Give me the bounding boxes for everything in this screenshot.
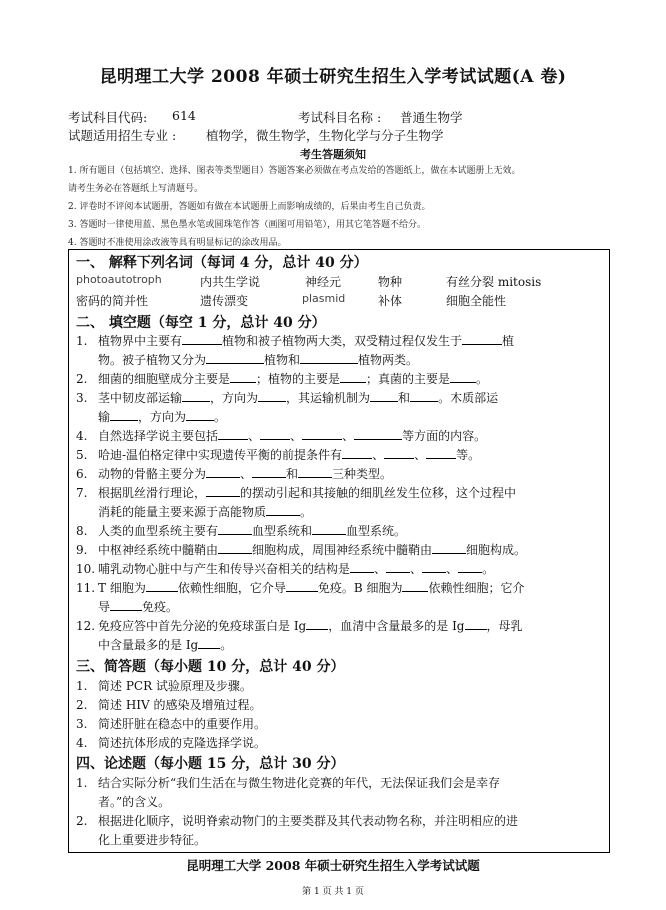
- term: plasmid: [302, 292, 346, 305]
- answer-blank: [198, 636, 220, 649]
- answer-blank: [146, 579, 178, 592]
- fill-question-4: 4. 自然选择学说主要包括 、 、 、 等方面的内容。: [76, 429, 487, 443]
- answer-blank: [465, 617, 487, 630]
- answer-blank: [218, 522, 252, 535]
- answer-blank: [266, 503, 300, 516]
- answer-blank: [350, 560, 374, 573]
- answer-blank: [110, 408, 138, 421]
- fill-question-2: 2. 细菌的细胞壁成分主要是 ；植物的主要是 ；真菌的主要是 。: [76, 372, 489, 386]
- short-question: 1. 简述 PCR 试验原理及步骤。: [76, 679, 252, 693]
- answer-blank: [182, 389, 210, 402]
- major-label: 试题适用招生专业 :: [68, 128, 177, 143]
- answer-blank: [206, 351, 264, 364]
- subject-name-value: 普通生物学: [400, 110, 463, 125]
- fill-question-9: 9. 中枢神经系统中髓鞘由 细胞构成，周围神经系统中髓鞘由 细胞构成。: [76, 543, 527, 557]
- answer-blank: [410, 389, 438, 402]
- subject-code-label: 考试科目代码:: [68, 110, 148, 125]
- fill-question-5: 5. 哈迪-温伯格定律中实现遗传平衡的前提条件有 、 、 等。: [76, 448, 481, 462]
- essay-question-2-cont: 化上重要进步特征。: [98, 833, 207, 847]
- term: 细胞全能性: [446, 294, 507, 308]
- fill-question-12: 12. 免疫应答中首先分泌的免疫球蛋白是 Ig ，血清中含量最多的是 Ig ，母乳: [76, 619, 523, 633]
- short-question: 4. 简述抗体形成的克隆选择学说。: [76, 736, 267, 750]
- fill-question-10: 10. 哺乳动物心脏中与产生和传导兴奋相关的结构是 、 、 、 。: [76, 562, 495, 576]
- answer-blank: [182, 332, 222, 345]
- answer-blank: [186, 408, 214, 421]
- answer-blank: [302, 427, 342, 440]
- notice-item: 4. 答题时不准使用涂改液等具有明显标记的涂改用品。: [68, 238, 287, 248]
- fill-question-3-cont: 输 ，方向为 。: [98, 410, 227, 424]
- answer-blank: [230, 370, 256, 383]
- answer-blank: [386, 560, 410, 573]
- answer-blank: [300, 351, 358, 364]
- fill-question-8: 8. 人类的血型系统主要有 血型系统和 血型系统。: [76, 524, 407, 538]
- answer-blank: [340, 370, 366, 383]
- page-footer: 昆明理工大学 2008 年硕士研究生招生入学考试试题: [186, 858, 480, 873]
- answer-blank: [110, 598, 142, 611]
- answer-blank: [312, 522, 346, 535]
- section3-heading: 三、简答题（每小题 10 分，总计 40 分）: [76, 659, 345, 675]
- answer-blank: [402, 579, 428, 592]
- major-value: 植物学，微生物学，生物化学与分子生物学: [206, 128, 444, 143]
- term: 遗传漂变: [200, 294, 249, 308]
- answer-blank: [252, 465, 286, 478]
- short-question: 2. 简述 HIV 的感染及增殖过程。: [76, 698, 262, 712]
- term: 有丝分裂 mitosis: [446, 275, 542, 289]
- answer-blank: [286, 579, 318, 592]
- subject-code-value: 614: [172, 108, 196, 123]
- section1-heading: 一、 解释下列名词（每词 4 分，总计 40 分）: [76, 255, 368, 271]
- answer-blank: [384, 446, 414, 459]
- notice-item: 请考生务必在答题纸上写清题号。: [68, 184, 204, 194]
- answer-blank: [450, 370, 476, 383]
- notice-item: 2. 评卷时不评阅本试题册，答题如有做在本试题册上而影响成绩的，后果由考生自己负责。: [68, 202, 431, 212]
- subject-name-label: 考试科目名称 :: [298, 110, 382, 125]
- term: 密码的简并性: [76, 294, 149, 308]
- fill-question-7: 7. 根据肌丝滑行理论， 的摆动引起和其接触的细肌丝发生位移，这个过程中: [76, 486, 517, 500]
- exam-title: 昆明理工大学 2008 年硕士研究生招生入学考试试题(A 卷): [99, 67, 567, 87]
- answer-blank: [342, 446, 372, 459]
- fill-question-1-cont: 物。被子植物又分为 植物和 植物两类。: [98, 353, 419, 367]
- answer-blank: [206, 465, 240, 478]
- term: 物种: [378, 275, 403, 289]
- term: 内共生学说: [200, 275, 261, 289]
- fill-question-6: 6. 动物的骨骼主要分为 、 和 三种类型。: [76, 467, 393, 481]
- fill-question-1: 1. 植物界中主要有 植物和被子植物两大类，双受精过程仅发生于 植: [76, 334, 515, 348]
- answer-blank: [258, 389, 286, 402]
- fill-question-11: 11. T 细胞为 依赖性细胞，它介导 免疫。B 细胞为 依赖性细胞；它介: [76, 581, 525, 595]
- term: photoautotroph: [76, 273, 162, 286]
- essay-question-2: 2. 根据进化顺序，说明脊索动物门的主要类群及其代表动物名称，并注明相应的进: [76, 814, 519, 828]
- fill-question-11-cont: 导 免疫。: [98, 600, 179, 614]
- answer-blank: [306, 617, 328, 630]
- short-question: 3. 简述肝脏在稳态中的重要作用。: [76, 717, 267, 731]
- notice-item: 3. 答题时一律使用蓝、黑色墨水笔或圆珠笔作答（画图可用铅笔），用其它笔答题不给分。: [68, 220, 426, 230]
- fill-question-12-cont: 中含量最多的是 Ig 。: [98, 638, 233, 652]
- answer-blank: [206, 484, 240, 497]
- answer-blank: [426, 446, 456, 459]
- page-number: 第 1 页 共 1 页: [302, 887, 364, 897]
- answer-blank: [462, 332, 502, 345]
- fill-question-7-cont: 消耗的能量主要来源于高能物质 。: [98, 505, 313, 519]
- answer-blank: [218, 427, 248, 440]
- answer-blank: [218, 541, 252, 554]
- answer-blank: [354, 427, 402, 440]
- answer-blank: [432, 541, 466, 554]
- answer-blank: [458, 560, 482, 573]
- notice-item: 1. 所有题目（包括填空、选择、图表等类型题目）答题答案必须做在考点发给的答题纸上，做在本试题册上无效。: [68, 166, 521, 176]
- term: 神经元: [305, 275, 342, 289]
- term: 补体: [378, 294, 403, 308]
- answer-blank: [260, 427, 290, 440]
- notice-title: 考生答题须知: [300, 148, 366, 161]
- essay-question-1-cont: 者。”的含义。: [98, 795, 171, 809]
- answer-blank: [422, 560, 446, 573]
- essay-question-1: 1. 结合实际分析“我们生活在与微生物进化竞赛的年代，无法保证我们会是幸存: [76, 776, 501, 790]
- answer-blank: [298, 465, 332, 478]
- section4-heading: 四、论述题（每小题 15 分，总计 30 分）: [76, 756, 345, 772]
- section2-heading: 二、 填空题（每空 1 分，总计 40 分）: [76, 315, 326, 331]
- answer-blank: [370, 389, 398, 402]
- fill-question-3: 3. 茎中韧皮部运输 ，方向为 ，其运输机制为 和 。木质部运: [76, 391, 499, 405]
